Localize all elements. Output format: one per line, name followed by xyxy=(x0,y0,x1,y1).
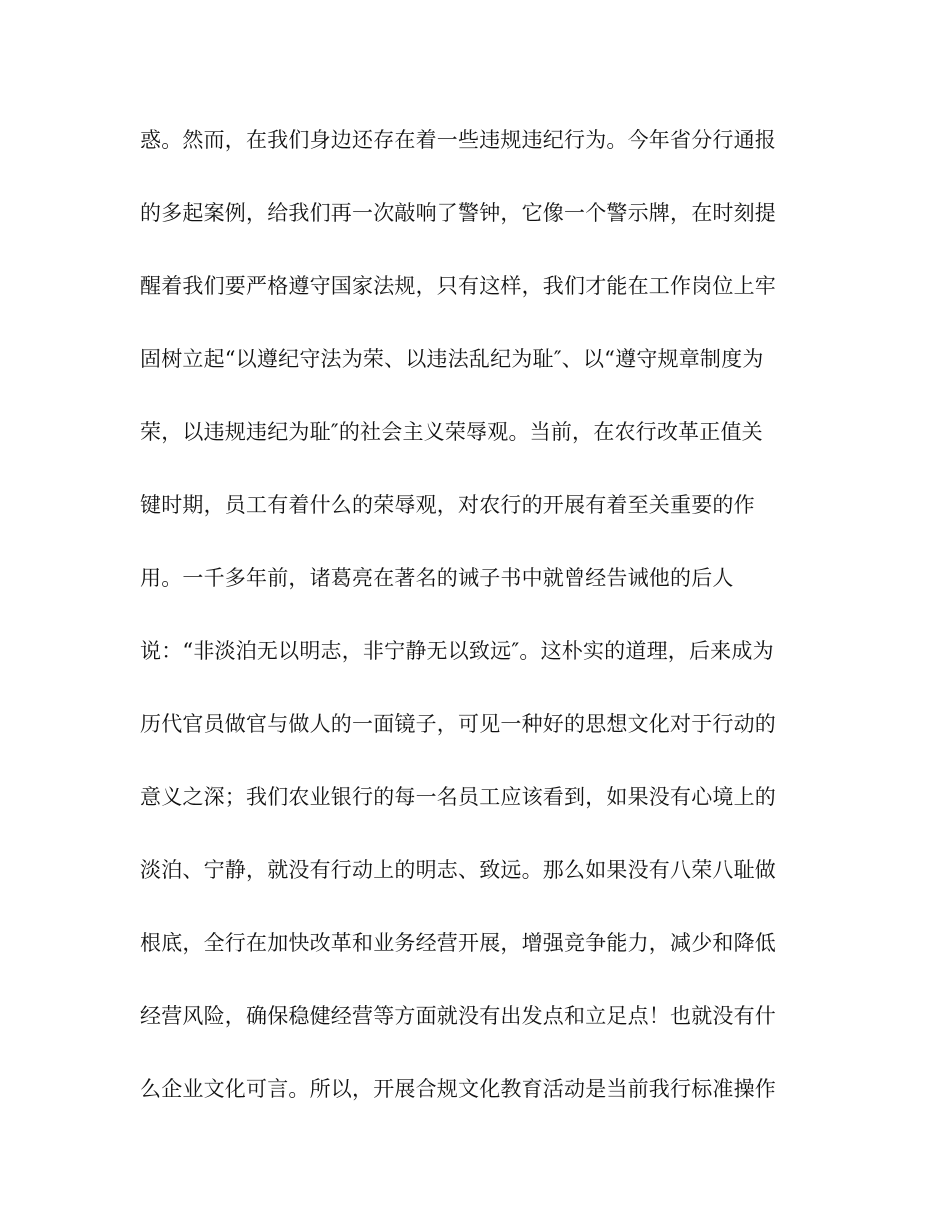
text-line: 淡泊、宁静，就没有行动上的明志、致远。那么如果没有八荣八耻做 xyxy=(140,858,776,882)
body-paragraph xyxy=(140,120,820,1142)
text-line: 说：“非淡泊无以明志，非宁静无以致远″。这朴实的道理，后来成为 xyxy=(140,639,774,663)
text-line: 惑。然而，在我们身边还存在着一些违规违纪行为。今年省分行通报 xyxy=(140,128,776,152)
text-line: 键时期，员工有着什么的荣辱观，对农行的开展有着至关重要的作 xyxy=(140,493,755,517)
text-line: 的多起案例，给我们再一次敲响了警钟，它像一个警示牌，在时刻提 xyxy=(140,201,776,225)
text-line: 意义之深；我们农业银行的每一名员工应该看到，如果没有心境上的 xyxy=(140,785,776,809)
text-line: 固树立起“以遵纪守法为荣、以违法乱纪为耻″、以“遵守规章制度为 xyxy=(140,347,764,371)
text-line: 用。一千多年前，诸葛亮在著名的诫子书中就曾经告诫他的后人 xyxy=(140,566,734,590)
text-line: 荣，以违规违纪为耻″的社会主义荣辱观。当前，在农行改革正值关 xyxy=(140,420,763,444)
text-line: 根底，全行在加快改革和业务经营开展，增强竞争能力，减少和降低 xyxy=(140,931,776,955)
text-line: 醒着我们要严格遵守国家法规，只有这样，我们才能在工作岗位上牢 xyxy=(140,274,776,298)
text-line: 经营风险，确保稳健经营等方面就没有出发点和立足点！也就没有什 xyxy=(140,1004,776,1028)
text-line: 么企业文化可言。所以，开展合规文化教育活动是当前我行标准操作 xyxy=(140,1077,776,1101)
text-line: 历代官员做官与做人的一面镜子，可见一种好的思想文化对于行动的 xyxy=(140,712,776,736)
